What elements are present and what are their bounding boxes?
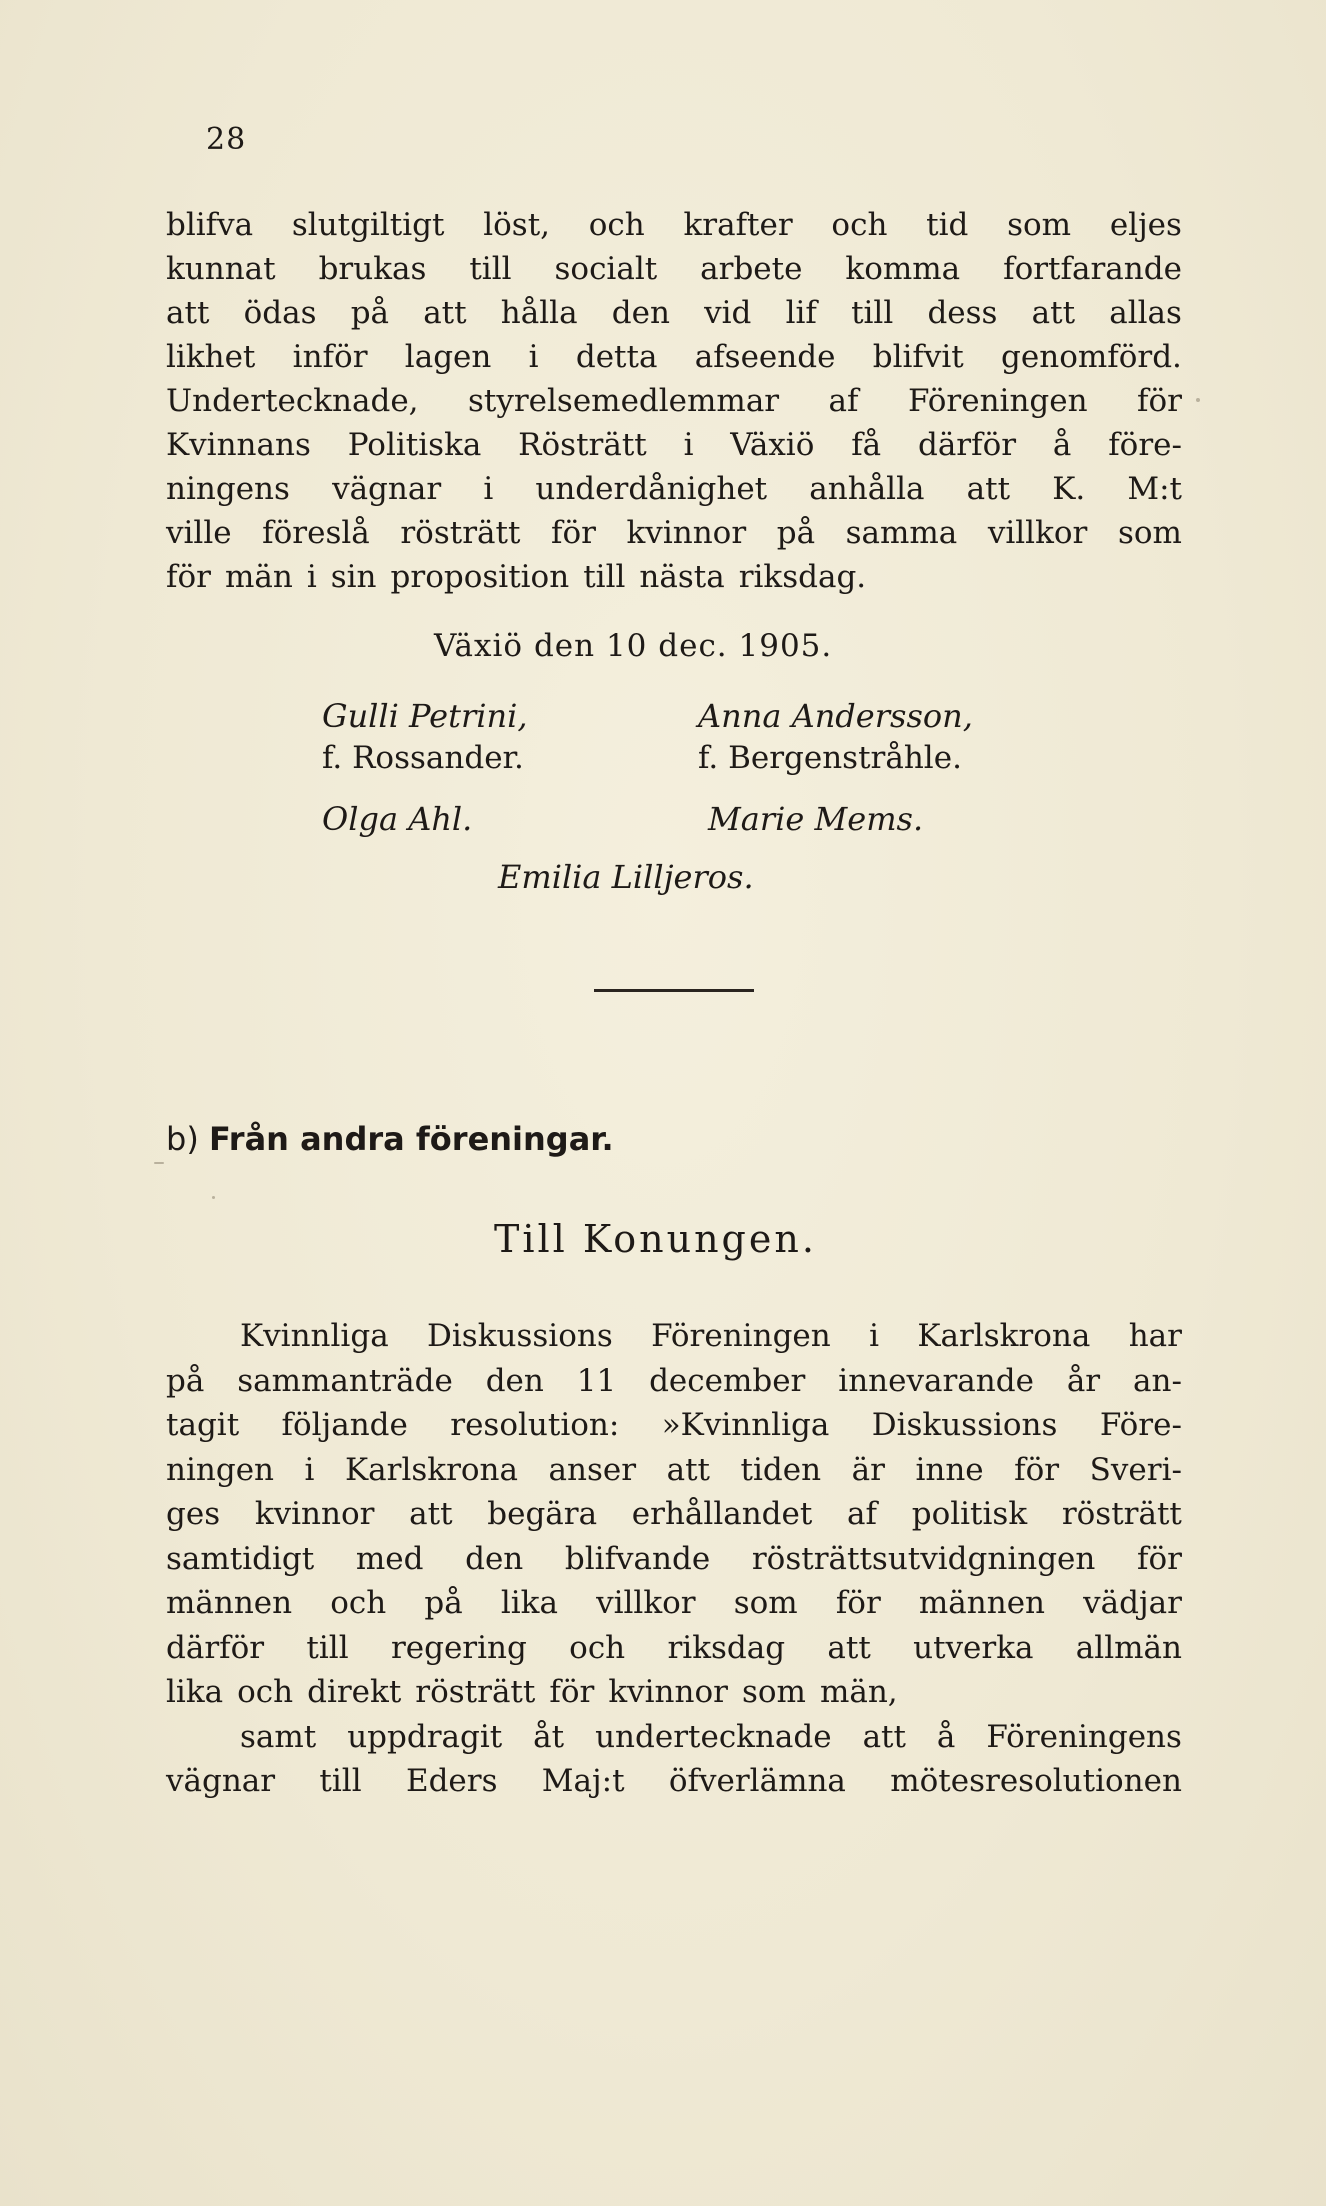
signature-name: Marie Mems. [708,800,924,838]
word: till [306,1629,349,1666]
word: vägnar [332,471,442,507]
word: lika [500,1585,558,1621]
text-line [166,1670,1182,1715]
text-line [166,1715,1182,1760]
text-line [166,423,1182,467]
section-title: Från andra föreningar. [208,1120,614,1158]
word: brukas [318,251,427,287]
text-line [166,1581,1182,1626]
word: eljes [1109,207,1182,243]
word: ningens [166,471,290,507]
word: att [827,1629,871,1666]
text-line [166,247,1182,291]
word: inför [292,339,368,375]
word: detta [575,339,658,375]
word: män [224,559,293,595]
word: på [166,1362,205,1399]
word: allmän [1075,1629,1182,1666]
word: proposition [390,559,570,595]
paper-speck [1196,398,1200,402]
text-line [166,1626,1182,1671]
word: resolution: [450,1407,620,1443]
word: »Kvinnliga [661,1407,830,1443]
word: nästa [639,559,725,595]
word: den [485,1362,544,1399]
word: af [847,1496,878,1532]
word: till [319,1763,362,1799]
word: 11 [576,1362,617,1399]
word: för [1137,1540,1182,1577]
word: därför [917,427,1017,463]
word: vid [704,295,752,331]
word: Kvinnans [166,427,311,463]
word: Eders [405,1763,498,1799]
word: för [166,559,211,595]
word: kvinnor [608,1674,728,1710]
word: rösträtt [400,515,521,551]
word: före- [1108,427,1182,463]
word: direkt [307,1674,402,1710]
word: afseende [694,339,836,375]
word: och [237,1674,294,1710]
word: Rösträtt [518,427,647,463]
word: af [828,383,859,419]
word: tid [926,207,969,243]
text-line [166,1448,1182,1493]
word: Undertecknade, [166,383,419,419]
word: och [330,1585,387,1621]
word: ödas [243,295,317,331]
word: Karlskrona [917,1318,1091,1354]
word: Diskussions [427,1318,613,1354]
word: som [1117,515,1182,551]
word: slutgiltigt [291,207,445,243]
word: innevarande [838,1362,1034,1399]
word: å [1052,427,1072,463]
word: Maj:t [541,1763,625,1799]
word: Kvinnliga [240,1318,389,1354]
word: erhållandet [631,1496,813,1532]
word: Föreningens [986,1718,1182,1755]
word: sin [330,559,377,595]
word: för [1137,383,1182,419]
word: vägnar [166,1763,276,1799]
word: Föreningen [651,1318,831,1354]
word: å [936,1718,956,1755]
section-divider [594,989,754,992]
word: därför [166,1629,265,1666]
word: till [851,295,894,331]
word: som [1007,207,1072,243]
word: till [469,251,512,287]
word: fortfarande [1003,251,1182,287]
word: M:t [1127,471,1182,507]
text-line [166,555,1182,599]
word: rösträtt [415,1674,536,1710]
word: män, [819,1674,898,1710]
word: Före- [1099,1407,1182,1443]
word: för [1014,1451,1060,1488]
word: som [741,1674,806,1710]
word: tiden [740,1451,822,1488]
text-line [166,1403,1182,1448]
word: hålla [500,295,578,331]
word: Sveri- [1089,1451,1182,1488]
word: den [611,295,670,331]
word: till [583,559,626,595]
word: är [851,1451,885,1488]
word: begära [487,1496,598,1532]
word: lif [785,295,817,331]
word: den [465,1540,524,1577]
signature-name: Olga Ahl. [322,800,473,838]
word: uppdragit [347,1718,503,1755]
word: utverka [913,1629,1034,1666]
word: sammanträde [237,1362,453,1399]
text-line [166,1314,1182,1359]
address-heading: Till Konungen. [494,1217,817,1261]
word: december [649,1362,806,1399]
text-line [166,291,1182,335]
word: dess [927,295,998,331]
word: för [835,1585,881,1621]
word: ville [166,515,232,551]
word: som [733,1585,798,1621]
word: med [355,1540,424,1577]
word: arbete [700,251,803,287]
word: blifvande [564,1540,711,1577]
word: styrelsemedlemmar [467,383,780,419]
section-heading [166,1120,614,1158]
word: Föreningen [907,383,1088,419]
signature-maiden-name: f. Bergenstråhle. [698,740,962,776]
word: riksdag. [738,559,867,595]
word: K. [1052,471,1086,507]
text-line [166,335,1182,379]
word: att [1031,295,1076,331]
word: vädjar [1083,1585,1182,1621]
word: ges [166,1496,221,1532]
word: inne [915,1451,984,1488]
word: på [424,1585,463,1621]
word: undertecknade [595,1718,832,1755]
word: i [869,1318,879,1354]
word: Politiska [347,427,482,463]
word: ningen [166,1451,275,1488]
word: och [569,1629,626,1666]
word: rösträttsutvidgningen [751,1540,1096,1577]
word: löst, [483,207,551,243]
signature-name: Emilia Lilljeros. [498,858,754,896]
word: för [550,515,596,551]
word: följande [281,1407,408,1443]
word: att [166,295,210,331]
word: på [776,515,816,551]
word: för [549,1674,595,1710]
word: an- [1133,1362,1182,1399]
word: i [528,339,539,375]
word: har [1128,1318,1182,1354]
word: och [831,207,888,243]
word: i [304,1451,315,1488]
text-line [166,1759,1182,1804]
word: kunnat [166,251,276,287]
paper-speck [212,1196,215,1199]
word: politisk [911,1496,1028,1532]
word: genomförd. [1001,339,1182,375]
word: riksdag [667,1629,786,1666]
word: männen [166,1585,293,1621]
text-line [166,511,1182,555]
word: och [588,207,645,243]
word: likhet [166,339,256,375]
paper-speck [154,1162,164,1164]
text-line [166,467,1182,511]
word: få [851,427,882,463]
dateline: Växiö den 10 dec. 1905. [434,628,833,664]
word: samtidigt [166,1540,315,1577]
word: att [423,295,467,331]
word: Växiö [730,427,815,463]
resolution-paragraph [166,1314,1182,1804]
word: i [483,471,494,507]
word: anser [548,1451,637,1488]
page-number: 28 [206,122,247,157]
word: regering [390,1629,527,1666]
word: lika [166,1674,224,1710]
text-line [166,1359,1182,1404]
word: att [666,1451,710,1488]
word: tagit [166,1407,240,1443]
signature-name: Anna Andersson, [698,697,973,735]
word: Karlskrona [345,1451,518,1488]
word: att [862,1718,906,1755]
word: männen [918,1585,1046,1621]
signature-maiden-name: f. Rossander. [322,740,524,776]
word: lagen [404,339,492,375]
word: allas [1109,295,1182,331]
text-line [166,1492,1182,1537]
text-line [166,203,1182,247]
word: föreslå [262,515,370,551]
word: Diskussions [871,1407,1058,1443]
word: i [306,559,317,595]
word: år [1066,1362,1101,1399]
word: socialt [554,251,658,287]
word: att [966,471,1011,507]
word: komma [845,251,961,287]
word: mötesresolutionen [890,1763,1182,1799]
word: villkor [596,1585,696,1621]
word: öfverlämna [668,1763,846,1799]
word: att [409,1496,453,1532]
word: samma [845,515,958,551]
word: kvinnor [254,1496,375,1532]
section-marker: b) [166,1120,199,1158]
petition-paragraph [166,203,1182,599]
word: samt [240,1718,317,1755]
word: i [683,427,694,463]
word: anhålla [809,471,925,507]
word: blifva [166,207,254,243]
word: åt [533,1718,565,1755]
word: rösträtt [1061,1496,1182,1532]
word: på [350,295,390,331]
word: krafter [683,207,793,243]
text-line [166,1537,1182,1582]
text-line [166,379,1182,423]
signature-name: Gulli Petrini, [322,697,528,735]
word: blifvit [872,339,964,375]
word: kvinnor [626,515,747,551]
word: underdånighet [535,471,768,507]
word: villkor [987,515,1088,551]
